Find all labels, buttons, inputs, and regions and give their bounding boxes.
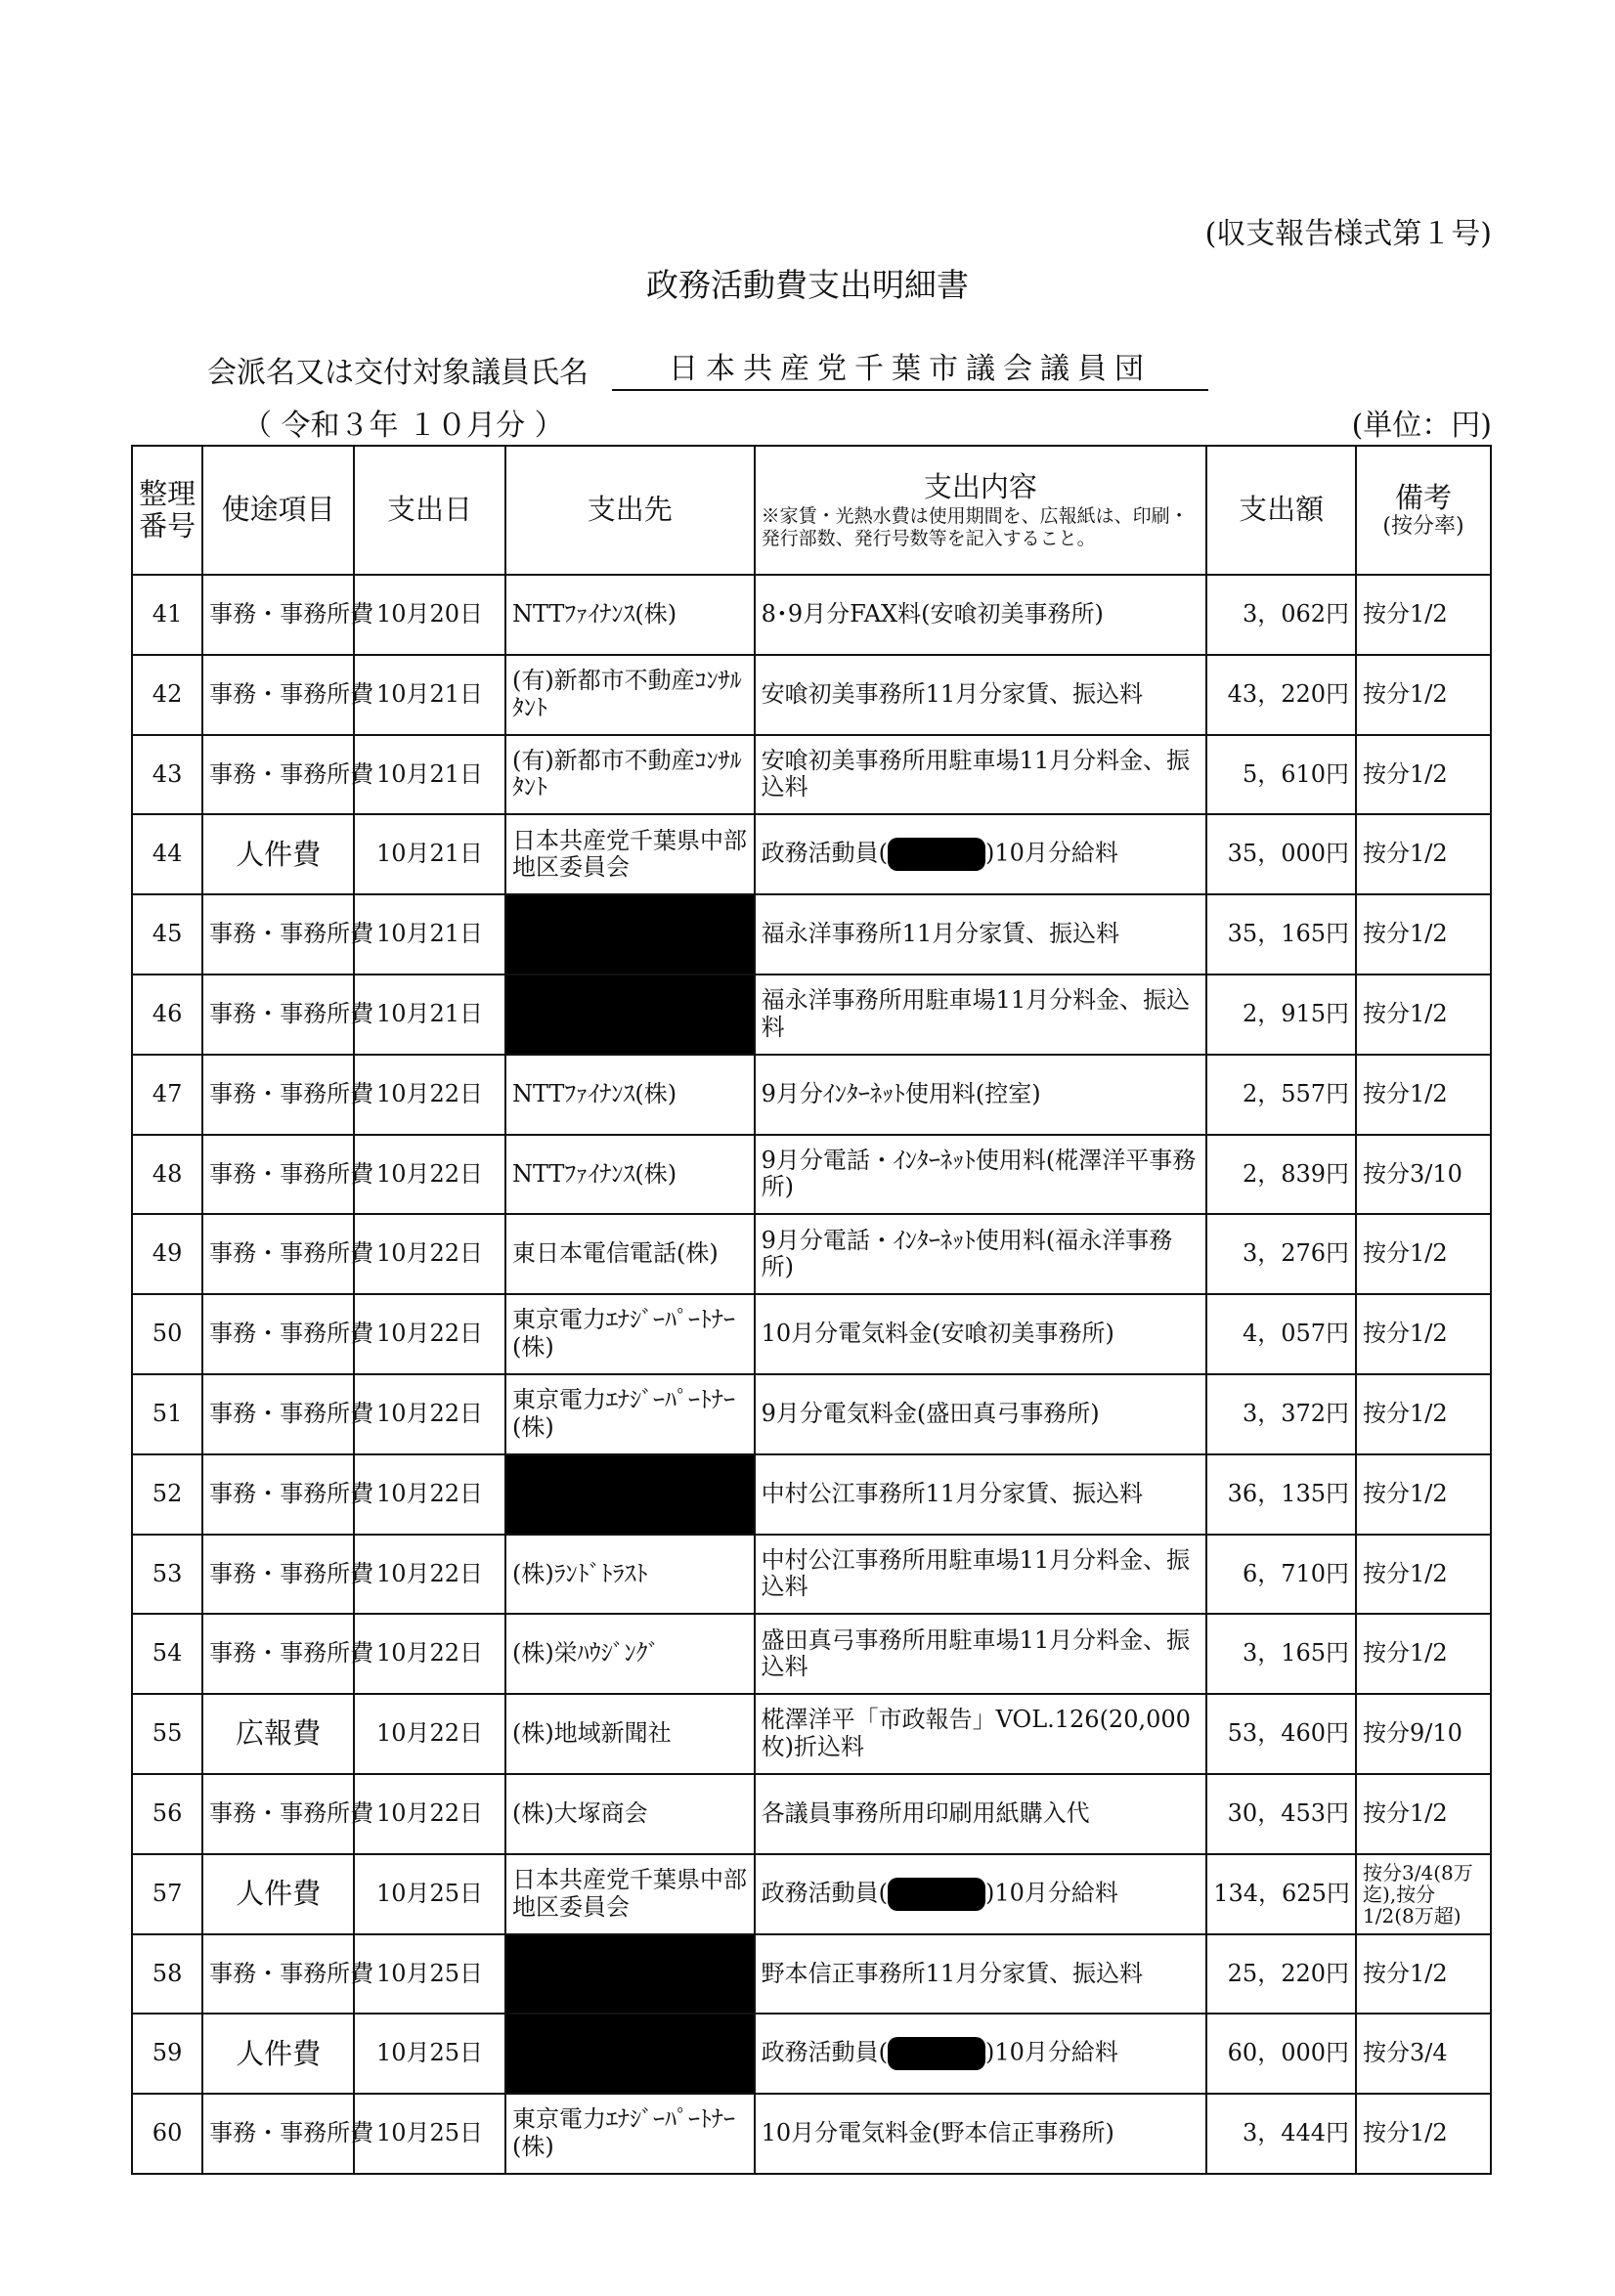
faction-label: 会派名又は交付対象議員氏名	[207, 356, 589, 390]
row-amount: 60，000円	[1206, 2014, 1356, 2094]
row-content: 中村公江事務所11月分家賃、振込料	[755, 1454, 1207, 1535]
row-use: 広報費	[202, 1694, 354, 1774]
row-date: 10月22日	[354, 1055, 505, 1135]
row-number: 56	[132, 1774, 202, 1854]
row-use: 事務・事務所費	[202, 1774, 354, 1854]
row-content: 10月分電気料金(安喰初美事務所)	[755, 1294, 1207, 1374]
row-note: 按分1/2	[1356, 1614, 1491, 1694]
table-row	[132, 814, 1491, 894]
row-amount: 6，710円	[1206, 1535, 1356, 1615]
faction-row	[207, 344, 1208, 391]
table-row	[132, 575, 1491, 655]
table-row	[132, 2094, 1491, 2174]
row-payee-redacted	[505, 975, 755, 1055]
row-content	[755, 2014, 1207, 2094]
row-number: 50	[132, 1294, 202, 1374]
row-number: 44	[132, 814, 202, 894]
row-content: 10月分電気料金(野本信正事務所)	[755, 2094, 1207, 2174]
row-content: 安喰初美事務所11月分家賃、振込料	[755, 655, 1207, 735]
table-row	[132, 1135, 1491, 1215]
row-date: 10月21日	[354, 655, 505, 735]
row-note: 按分1/2	[1356, 1374, 1491, 1454]
row-date: 10月21日	[354, 894, 505, 975]
expense-table	[131, 445, 1492, 2175]
row-use: 事務・事務所費	[202, 975, 354, 1055]
row-number: 48	[132, 1135, 202, 1215]
row-payee-redacted	[505, 2014, 755, 2094]
row-content: 野本信正事務所11月分家賃、振込料	[755, 1934, 1207, 2014]
row-date: 10月21日	[354, 814, 505, 894]
row-number: 45	[132, 894, 202, 975]
row-note: 按分3/4	[1356, 2014, 1491, 2094]
row-date: 10月25日	[354, 2094, 505, 2174]
table-row	[132, 1454, 1491, 1535]
header-amount: 支出額	[1206, 446, 1356, 575]
row-amount: 2，915円	[1206, 975, 1356, 1055]
header-content-label: 支出内容	[923, 469, 1037, 503]
row-content: 中村公江事務所用駐車場11月分料金、振込料	[755, 1535, 1207, 1615]
row-amount: 3，444円	[1206, 2094, 1356, 2174]
row-content	[755, 814, 1207, 894]
row-note: 按分1/2	[1356, 814, 1491, 894]
row-content: 椛澤洋平「市政報告」VOL.126(20,000枚)折込料	[755, 1694, 1207, 1774]
row-payee: 東京電力ｴﾅｼﾞｰﾊﾟｰﾄﾅｰ(株)	[505, 1374, 755, 1454]
row-date: 10月20日	[354, 575, 505, 655]
row-content	[755, 1854, 1207, 1934]
row-date: 10月22日	[354, 1214, 505, 1294]
redaction-block	[888, 2037, 985, 2070]
row-use: 事務・事務所費	[202, 1614, 354, 1694]
row-date: 10月22日	[354, 1694, 505, 1774]
row-payee: 日本共産党千葉県中部地区委員会	[505, 1854, 755, 1934]
header-payee: 支出先	[505, 446, 755, 575]
row-number: 43	[132, 735, 202, 815]
row-payee: (有)新都市不動産ｺﾝｻﾙﾀﾝﾄ	[505, 655, 755, 735]
row-content-suffix: )10月分給料	[984, 839, 1118, 867]
row-use: 事務・事務所費	[202, 1294, 354, 1374]
table-row	[132, 894, 1491, 975]
row-payee: (株)大塚商会	[505, 1774, 755, 1854]
row-date: 10月22日	[354, 1535, 505, 1615]
row-use: 事務・事務所費	[202, 1934, 354, 2014]
row-payee: NTTﾌｧｲﾅﾝｽ(株)	[505, 1135, 755, 1215]
document-title: 政務活動費支出明細書	[646, 266, 969, 304]
row-number: 52	[132, 1454, 202, 1535]
unit-label: (単位：円)	[1351, 409, 1492, 443]
row-amount: 53，460円	[1206, 1694, 1356, 1774]
row-note: 按分1/2	[1356, 1214, 1491, 1294]
redaction-block	[888, 1878, 985, 1911]
row-number: 51	[132, 1374, 202, 1454]
row-date: 10月22日	[354, 1135, 505, 1215]
row-date: 10月25日	[354, 1854, 505, 1934]
row-date: 10月21日	[354, 975, 505, 1055]
row-note: 按分1/2	[1356, 1774, 1491, 1854]
row-payee: 東京電力ｴﾅｼﾞｰﾊﾟｰﾄﾅｰ(株)	[505, 1294, 755, 1374]
header-content	[755, 446, 1207, 575]
row-payee: (株)ﾗﾝﾄﾞﾄﾗｽﾄ	[505, 1535, 755, 1615]
row-date: 10月22日	[354, 1614, 505, 1694]
row-payee-redacted	[505, 1934, 755, 2014]
row-payee: (株)栄ﾊｳｼﾞﾝｸﾞ	[505, 1614, 755, 1694]
row-payee: 日本共産党千葉県中部地区委員会	[505, 814, 755, 894]
row-content-prefix: 政務活動員(	[761, 2038, 888, 2066]
row-amount: 3，372円	[1206, 1374, 1356, 1454]
row-number: 55	[132, 1694, 202, 1774]
row-amount: 2，557円	[1206, 1055, 1356, 1135]
row-amount: 35，000円	[1206, 814, 1356, 894]
row-note: 按分1/2	[1356, 1055, 1491, 1135]
row-number: 60	[132, 2094, 202, 2174]
row-number: 58	[132, 1934, 202, 2014]
row-content: 安喰初美事務所用駐車場11月分料金、振込料	[755, 735, 1207, 815]
header-note-label: 備考	[1395, 480, 1453, 514]
row-amount: 25，220円	[1206, 1934, 1356, 2014]
row-number: 42	[132, 655, 202, 735]
row-use: 事務・事務所費	[202, 1135, 354, 1215]
row-note: 按分1/2	[1356, 1535, 1491, 1615]
table-row	[132, 1614, 1491, 1694]
header-date: 支出日	[354, 446, 505, 575]
table-row	[132, 655, 1491, 735]
row-note: 按分1/2	[1356, 1454, 1491, 1535]
row-use: 事務・事務所費	[202, 1055, 354, 1135]
row-note: 按分3/4(8万迄),按分1/2(8万超)	[1356, 1854, 1491, 1934]
row-amount: 35，165円	[1206, 894, 1356, 975]
row-date: 10月25日	[354, 2014, 505, 2094]
table-row	[132, 1774, 1491, 1854]
row-payee-redacted	[505, 894, 755, 975]
table-row	[132, 1694, 1491, 1774]
table-header-row	[132, 446, 1491, 575]
row-note: 按分9/10	[1356, 1694, 1491, 1774]
row-payee: (株)地域新聞社	[505, 1694, 755, 1774]
row-use: 人件費	[202, 814, 354, 894]
row-use: 事務・事務所費	[202, 735, 354, 815]
row-content: 福永洋事務所用駐車場11月分料金、振込料	[755, 975, 1207, 1055]
row-amount: 36，135円	[1206, 1454, 1356, 1535]
redaction-block	[888, 838, 985, 871]
row-note: 按分1/2	[1356, 975, 1491, 1055]
row-date: 10月25日	[354, 1934, 505, 2014]
row-number: 53	[132, 1535, 202, 1615]
row-amount: 30，453円	[1206, 1774, 1356, 1854]
table-row	[132, 1214, 1491, 1294]
table-row	[132, 1535, 1491, 1615]
row-note: 按分1/2	[1356, 2094, 1491, 2174]
row-number: 57	[132, 1854, 202, 1934]
table-row	[132, 2014, 1491, 2094]
row-note: 按分1/2	[1356, 735, 1491, 815]
table-row	[132, 1374, 1491, 1454]
row-use: 事務・事務所費	[202, 1374, 354, 1454]
header-use: 使途項目	[202, 446, 354, 575]
row-content: 福永洋事務所11月分家賃、振込料	[755, 894, 1207, 975]
row-content-suffix: )10月分給料	[984, 2038, 1118, 2066]
table-row	[132, 1055, 1491, 1135]
row-amount: 3，165円	[1206, 1614, 1356, 1694]
header-note	[1356, 446, 1491, 575]
faction-name: 日本共産党千葉市議会議員団	[612, 344, 1208, 391]
row-use: 人件費	[202, 1854, 354, 1934]
row-payee: NTTﾌｧｲﾅﾝｽ(株)	[505, 1055, 755, 1135]
row-date: 10月21日	[354, 735, 505, 815]
row-use: 事務・事務所費	[202, 1214, 354, 1294]
row-note: 按分1/2	[1356, 655, 1491, 735]
table-row	[132, 735, 1491, 815]
table-body	[132, 575, 1491, 2174]
row-payee: NTTﾌｧｲﾅﾝｽ(株)	[505, 575, 755, 655]
row-content-prefix: 政務活動員(	[761, 839, 888, 867]
row-content: 9月分ｲﾝﾀｰﾈｯﾄ使用料(控室)	[755, 1055, 1207, 1135]
row-note: 按分1/2	[1356, 575, 1491, 655]
row-content-suffix: )10月分給料	[984, 1879, 1118, 1907]
row-use: 事務・事務所費	[202, 1454, 354, 1535]
header-no: 整理番号	[132, 446, 202, 575]
row-note: 按分3/10	[1356, 1135, 1491, 1215]
row-date: 10月22日	[354, 1454, 505, 1535]
row-note: 按分1/2	[1356, 894, 1491, 975]
row-number: 54	[132, 1614, 202, 1694]
row-use: 事務・事務所費	[202, 1535, 354, 1615]
row-date: 10月22日	[354, 1774, 505, 1854]
table-row	[132, 1294, 1491, 1374]
form-number: (収支報告様式第１号)	[1204, 217, 1492, 251]
row-note: 按分1/2	[1356, 1934, 1491, 2014]
row-amount: 2，839円	[1206, 1135, 1356, 1215]
row-use: 事務・事務所費	[202, 2094, 354, 2174]
row-use: 事務・事務所費	[202, 655, 354, 735]
row-amount: 43，220円	[1206, 655, 1356, 735]
row-content: 9月分電話・ｲﾝﾀｰﾈｯﾄ使用料(椛澤洋平事務所)	[755, 1135, 1207, 1215]
row-number: 49	[132, 1214, 202, 1294]
row-amount: 3，062円	[1206, 575, 1356, 655]
row-payee-redacted	[505, 1454, 755, 1535]
row-use: 事務・事務所費	[202, 894, 354, 975]
row-content: 9月分電気料金(盛田真弓事務所)	[755, 1374, 1207, 1454]
row-payee: 東京電力ｴﾅｼﾞｰﾊﾟｰﾄﾅｰ(株)	[505, 2094, 755, 2174]
row-use: 人件費	[202, 2014, 354, 2094]
row-payee: (有)新都市不動産ｺﾝｻﾙﾀﾝﾄ	[505, 735, 755, 815]
row-number: 41	[132, 575, 202, 655]
row-payee: 東日本電信電話(株)	[505, 1214, 755, 1294]
row-date: 10月22日	[354, 1294, 505, 1374]
row-amount: 3，276円	[1206, 1214, 1356, 1294]
row-amount: 5，610円	[1206, 735, 1356, 815]
table-row	[132, 1934, 1491, 2014]
row-amount: 4，057円	[1206, 1294, 1356, 1374]
row-note: 按分1/2	[1356, 1294, 1491, 1374]
row-number: 47	[132, 1055, 202, 1135]
table-row	[132, 1854, 1491, 1934]
row-amount: 134，625円	[1206, 1854, 1356, 1934]
row-content: 9月分電話・ｲﾝﾀｰﾈｯﾄ使用料(福永洋事務所)	[755, 1214, 1207, 1294]
table-row	[132, 975, 1491, 1055]
reporting-period: （ 令和３年 １０月分 ）	[242, 409, 564, 443]
row-content: 盛田真弓事務所用駐車場11月分料金、振込料	[755, 1614, 1207, 1694]
row-number: 59	[132, 2014, 202, 2094]
header-content-note: ※家賃・光熱水費は使用期間を、広報紙は、印刷・発行部数、発行号数等を記入すること。	[761, 504, 1189, 549]
row-content-prefix: 政務活動員(	[761, 1879, 888, 1907]
row-use: 事務・事務所費	[202, 575, 354, 655]
header-note-sub: (按分率)	[1382, 514, 1464, 540]
row-number: 46	[132, 975, 202, 1055]
row-content: 各議員事務所用印刷用紙購入代	[755, 1774, 1207, 1854]
row-content: 8･9月分FAX料(安喰初美事務所)	[755, 575, 1207, 655]
row-date: 10月22日	[354, 1374, 505, 1454]
